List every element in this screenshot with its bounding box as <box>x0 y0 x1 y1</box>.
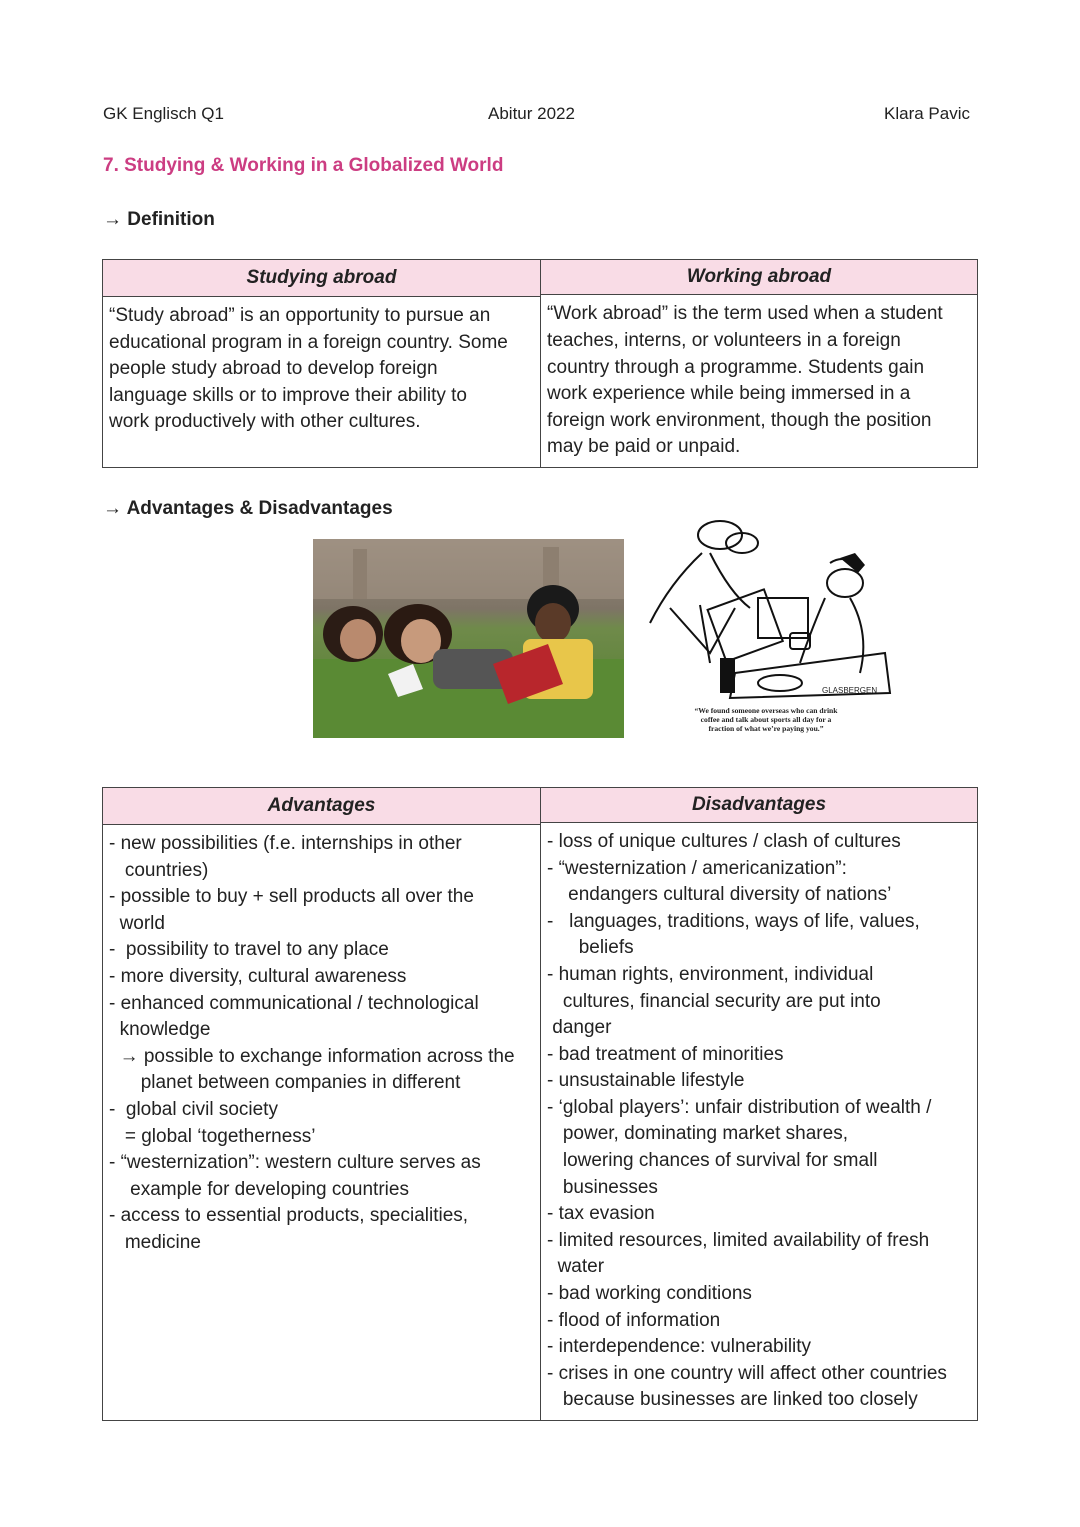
list-item: - possibility to travel to any place <box>109 939 389 961</box>
students-photo <box>313 539 624 738</box>
list-item: - global civil society <box>109 1098 278 1120</box>
study-header: Studying abroad <box>103 260 540 297</box>
list-item: world <box>109 912 165 934</box>
definition-heading: → Definition <box>103 209 215 230</box>
list-item: medicine <box>109 1231 201 1253</box>
caption-line: fraction of what we’re paying you.” <box>708 724 824 733</box>
list-item: businesses <box>547 1176 658 1198</box>
text-line: work experience while being immersed in a <box>547 383 911 405</box>
list-item: beliefs <box>547 937 634 959</box>
list-item: - access to essential products, specialities, <box>109 1205 469 1227</box>
text-line: “Work abroad” is the term used when a student <box>547 303 943 325</box>
list-item: - unsustainable lifestyle <box>547 1070 745 1092</box>
list-item: countries) <box>109 859 209 881</box>
list-item: - crises in one country will affect other countries <box>547 1362 947 1384</box>
list-item: - human rights, environment, individual <box>547 963 874 985</box>
list-item: because businesses are linked too closely <box>547 1389 918 1411</box>
list-item: - enhanced communicational / technological <box>109 992 479 1014</box>
text-line: work productively with other cultures. <box>109 411 421 433</box>
list-item: - bad treatment of minorities <box>547 1043 784 1065</box>
text-line: people study abroad to develop foreign <box>109 358 438 380</box>
list-item: power, dominating market shares, <box>547 1123 848 1145</box>
work-definition <box>541 295 977 467</box>
text-line: language skills or to improve their ability to <box>109 384 468 406</box>
text-line: country through a programme. Students gain <box>547 356 925 378</box>
list-item: - more diversity, cultural awareness <box>109 965 407 987</box>
text-line: may be paid or unpaid. <box>547 436 741 458</box>
cartoon-signature: GLASBERGEN <box>822 686 878 695</box>
definition-table <box>102 259 978 468</box>
list-item: - flood of information <box>547 1309 721 1331</box>
text-line: foreign work environment, though the position <box>547 409 932 431</box>
advantages-column <box>103 788 540 1420</box>
text-line: teaches, interns, or volunteers in a foreign <box>547 330 901 352</box>
list-item: - “westernization”: western culture serves as <box>109 1152 481 1174</box>
list-item: - new possibilities (f.e. internships in other <box>109 833 462 854</box>
text-line: “Study abroad” is an opportunity to pursue an <box>109 305 491 326</box>
list-item: - interdependence: vulnerability <box>547 1336 812 1358</box>
list-item: → possible to exchange information across the <box>109 1045 515 1067</box>
list-item: - “westernization / americanization”: <box>547 857 847 879</box>
header-author: Klara Pavic <box>884 104 970 123</box>
list-item: - loss of unique cultures / clash of cultures <box>547 830 901 852</box>
list-item: - bad working conditions <box>547 1283 752 1305</box>
list-item: cultures, financial security are put into <box>547 990 881 1012</box>
cartoon-caption <box>666 706 866 733</box>
work-header: Working abroad <box>541 260 977 295</box>
study-definition <box>103 297 540 442</box>
caption-line: “We found someone overseas who can drink <box>694 706 838 715</box>
header-exam: Abitur 2022 <box>488 104 575 123</box>
list-item: water <box>547 1256 605 1278</box>
list-item: - ‘global players’: unfair distribution of wealth / <box>547 1096 932 1118</box>
header-course: GK Englisch Q1 <box>103 104 224 123</box>
list-item: - possible to buy + sell products all over the <box>109 886 474 908</box>
list-item: knowledge <box>109 1019 211 1041</box>
list-item: endangers cultural diversity of nations’ <box>547 884 892 906</box>
disadvantages-list <box>541 823 977 1420</box>
pros-cons-table <box>102 787 978 1421</box>
page-title: 7. Studying & Working in a Globalized World <box>103 155 504 176</box>
study-column <box>103 260 540 467</box>
list-item: - tax evasion <box>547 1203 655 1225</box>
list-item: danger <box>547 1017 612 1039</box>
work-column <box>540 260 977 467</box>
disadvantages-header: Disadvantages <box>541 788 977 823</box>
list-item: - languages, traditions, ways of life, values, <box>547 910 920 932</box>
disadvantages-column <box>540 788 977 1420</box>
list-item: example for developing countries <box>109 1178 409 1200</box>
advantages-heading: → Advantages & Disadvantages <box>103 498 393 519</box>
list-item: planet between companies in different <box>109 1072 461 1094</box>
list-item: lowering chances of survival for small <box>547 1150 878 1172</box>
caption-line: coffee and talk about sports all day for a <box>700 715 832 724</box>
list-item: - limited resources, limited availability of fresh <box>547 1229 930 1251</box>
advantages-header: Advantages <box>103 788 540 825</box>
list-item: = global ‘togetherness’ <box>109 1125 316 1147</box>
advantages-list <box>103 825 540 1263</box>
text-line: educational program in a foreign country. Some <box>109 331 508 353</box>
